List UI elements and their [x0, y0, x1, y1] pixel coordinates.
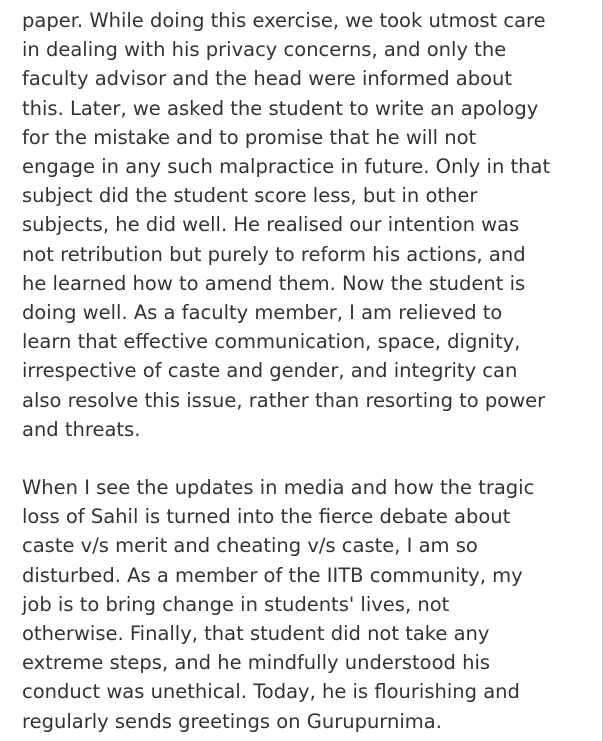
text-line: When I see the updates in media and how the tragic [22, 476, 535, 500]
text-line: job is to bring change in students' lives, not [22, 592, 450, 616]
text-line: learn that effective communication, space, dignity, [22, 330, 521, 354]
paragraph-2 [22, 473, 592, 736]
text-line: for the mistake and to promise that he will not [22, 125, 477, 149]
text-line: regularly sends greetings on Gurupurnima. [22, 709, 442, 733]
text-line: doing well. As a faculty member, I am relieved to [22, 301, 503, 325]
text-line: irrespective of caste and gender, and integrity can [22, 359, 518, 383]
paragraph-1 [22, 6, 592, 444]
text-line: not retribution but purely to reform his actions, and [22, 242, 526, 266]
text-line: he learned how to amend them. Now the student is [22, 271, 526, 295]
text-line: engage in any such malpractice in future. Only in that [22, 155, 551, 179]
text-line: subject did the student score less, but in other [22, 184, 478, 208]
text-line: in dealing with his privacy concerns, and only the [22, 38, 507, 62]
text-line: disturbed. As a member of the IITB community, my [22, 563, 523, 587]
text-line: caste v/s merit and cheating v/s caste, I am so [22, 534, 478, 558]
text-line: conduct was unethical. Today, he is flourishing and [22, 680, 520, 704]
text-line: loss of Sahil is turned into the fierce debate about [22, 505, 511, 529]
text-line: otherwise. Finally, that student did not take any [22, 622, 490, 646]
text-line: subjects, he did well. He realised our intention was [22, 213, 520, 237]
article-body [22, 6, 592, 736]
text-line: faculty advisor and the head were informed about [22, 67, 513, 91]
text-line: and threats. [22, 417, 141, 441]
text-line: also resolve this issue, rather than resorting to power [22, 388, 546, 412]
text-line: this. Later, we asked the student to write an apology [22, 96, 539, 120]
text-line: extreme steps, and he mindfully understood his [22, 651, 491, 675]
text-line: paper. While doing this exercise, we took utmost care [22, 9, 546, 32]
